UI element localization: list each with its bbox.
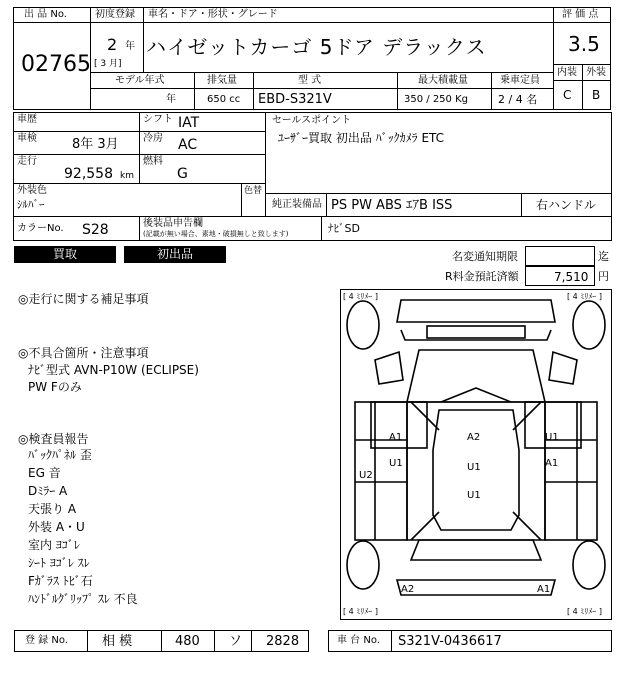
tire-rear-right — [573, 541, 605, 589]
exterior-color-label: 外装色 — [17, 185, 47, 196]
lot-label: 出 品 No. — [24, 9, 67, 20]
model-year-box — [90, 88, 195, 110]
front-grille — [427, 326, 525, 338]
lot-label-box — [13, 7, 91, 23]
car-name-label-box — [143, 7, 554, 23]
car-name: ハイゼットカーゴ 5ドア デラックス — [146, 35, 487, 59]
score-box — [553, 22, 611, 65]
type-label: 型 式 — [298, 75, 322, 86]
c-pillar-left — [411, 512, 439, 540]
reg-kana-box — [214, 630, 252, 652]
tag-hatsu-shuppin-label: 初出品 — [156, 247, 193, 261]
reg-number: 2828 — [266, 634, 300, 649]
inspection-value: 8年 3月 — [72, 137, 119, 152]
reg-number-box — [251, 630, 309, 652]
inspector-line: ﾊﾞｯｸﾊﾟﾈﾙ 歪 — [28, 448, 92, 462]
exterior-grade: B — [592, 88, 601, 102]
displacement-value: 650 cc — [207, 94, 241, 105]
aftermarket-value: ﾅﾋﾞSD — [328, 222, 360, 235]
steering-box — [521, 193, 612, 217]
inspector-line: Fｶﾞﾗｽ ﾄﾋﾞ石 — [28, 574, 93, 588]
model-year-unit: 年 — [166, 94, 176, 105]
mark-left-a1: A1 — [389, 432, 403, 443]
type-label-box — [253, 72, 398, 89]
reg-class: 480 — [175, 634, 200, 649]
tire-front-left — [347, 301, 379, 349]
history-box — [13, 112, 140, 132]
color-no-label: カラーNo. — [17, 223, 64, 234]
inspection-box — [13, 131, 140, 155]
exterior-grade-box — [582, 80, 611, 110]
shift-label: シフト — [143, 114, 173, 125]
inspector-line: ｼｰﾄ ﾖｺﾞﾚ ｽﾚ — [28, 556, 90, 570]
reg-class-box — [161, 630, 215, 652]
score-label-box — [553, 7, 611, 23]
load-box — [397, 88, 492, 110]
capacity-label: 乗車定員 — [500, 75, 540, 86]
chassis-label: 車 台 No. — [337, 635, 380, 646]
interior-label-box — [553, 64, 583, 81]
windshield — [441, 388, 511, 402]
interior-grade-box — [553, 80, 583, 110]
capacity-value: 2 / 4 名 — [498, 93, 538, 106]
equipment-label: 純正装備品 — [272, 199, 322, 210]
equipment-value: PS PW ABS ｴｱB ISS — [331, 198, 453, 213]
color-no-box — [13, 216, 140, 241]
exterior-color-box — [13, 183, 242, 217]
model-year-label-box — [90, 72, 195, 89]
inspection-label: 車検 — [17, 133, 37, 144]
defects-title: ◎不具合箇所・注意事項 — [18, 346, 149, 360]
name-change-box — [525, 246, 595, 266]
exterior-label-box — [582, 64, 611, 81]
mark-right-a1: A1 — [545, 458, 559, 469]
reg-label-box — [14, 630, 88, 652]
recycle-unit: 円 — [598, 270, 609, 283]
inspector-line: EG 音 — [28, 466, 61, 480]
mark-side-u2: U2 — [359, 470, 373, 481]
aftermarket-box — [139, 216, 322, 241]
defect-line: ﾅﾋﾞ型式 AVN-P10W (ECLIPSE) — [28, 363, 199, 377]
inspector-line: ﾊﾝﾄﾞﾙｸﾞﾘｯﾌﾟ ｽﾚ 不良 — [28, 592, 138, 606]
load-label-box — [397, 72, 492, 89]
fuel-box — [139, 154, 266, 184]
fuel-value: G — [177, 166, 188, 182]
tire-front-right — [573, 301, 605, 349]
score-label: 評 価 点 — [562, 9, 599, 20]
reg-area-box — [87, 630, 162, 652]
tire-tread-front-left: [ 4 ﾐﾘﾒｰ ] — [343, 292, 378, 301]
sales-points-box — [265, 112, 612, 194]
aftermarket-label: 後装品申告欄 — [143, 218, 203, 229]
lot-number: 02765 — [21, 52, 91, 77]
a-pillar-right — [513, 402, 541, 430]
front-bumper — [397, 300, 555, 322]
history-label: 車歴 — [17, 114, 37, 125]
defect-list — [28, 363, 199, 395]
inspector-line: 天張り A — [28, 502, 77, 516]
aftermarket-value-box — [321, 216, 612, 241]
driving-notes-title: ◎走行に関する補足事項 — [18, 292, 149, 306]
tire-tread-rear-right: [ 4 ﾐﾘﾒｰ ] — [567, 607, 602, 616]
defect-line: PW Fのみ — [28, 380, 82, 394]
name-change-label: 名変通知期限 — [452, 250, 518, 263]
inspector-line: Dﾐﾗｰ A — [28, 484, 68, 498]
rear-panel — [411, 540, 541, 560]
first-reg-box — [90, 22, 144, 73]
mark-left-u1: U1 — [389, 458, 403, 469]
hood — [407, 350, 545, 402]
shift-box — [139, 112, 266, 132]
color-change-box — [241, 183, 266, 217]
a-pillar-left — [411, 402, 439, 430]
capacity-box — [491, 88, 554, 110]
displacement-box — [194, 88, 254, 110]
displacement-label-box — [194, 72, 254, 89]
inspector-line: 外装 A・U — [28, 520, 85, 534]
reg-kana: ソ — [229, 634, 243, 649]
tag-kaitori-label: 買取 — [52, 247, 77, 261]
first-reg-year: 2 — [107, 35, 118, 54]
color-no-value: S28 — [82, 222, 109, 238]
model-year-label: モデル年式 — [115, 75, 165, 86]
mileage-box — [13, 154, 140, 184]
first-reg-year-unit: 年 — [125, 41, 135, 52]
first-reg-label: 初度登録 — [95, 9, 135, 20]
reg-label: 登 録 No. — [25, 635, 68, 646]
left-mirror — [375, 352, 403, 384]
lot-number-box — [13, 22, 91, 110]
ac-box — [139, 131, 266, 155]
mark-rear-a2: A2 — [401, 584, 415, 595]
right-mirror — [549, 352, 577, 384]
name-change-unit: 迄 — [598, 250, 609, 263]
car-diagram — [340, 289, 612, 620]
mark-right-u1: U1 — [545, 432, 559, 443]
mileage-unit: km — [120, 171, 134, 181]
interior-grade: C — [563, 88, 572, 102]
notes-panel — [18, 292, 318, 622]
recycle-box — [525, 266, 595, 286]
equipment-label-box — [265, 193, 327, 217]
type-value: EBD-S321V — [258, 92, 332, 107]
chassis-value: S321V-0436617 — [398, 634, 502, 649]
mileage-label: 走行 — [17, 156, 37, 167]
load-label: 最大積載量 — [418, 75, 468, 86]
inspector-list — [28, 448, 138, 610]
chassis-box — [391, 630, 612, 652]
reg-area: 相 模 — [102, 634, 133, 649]
recycle-value: 7,510 — [554, 270, 589, 284]
equipment-box — [326, 193, 522, 217]
displacement-label: 排気量 — [207, 75, 237, 86]
mark-rear-a1: A1 — [537, 584, 551, 595]
tire-tread-front-right: [ 4 ﾐﾘﾒｰ ] — [567, 292, 602, 301]
first-reg-label-box — [90, 7, 144, 23]
chassis-label-box — [328, 630, 392, 652]
interior-label: 内装 — [557, 67, 577, 78]
ac-value: AC — [178, 137, 198, 153]
score-value: 3.5 — [568, 32, 600, 56]
fuel-label: 燃料 — [143, 156, 163, 167]
mark-center-u1-upper: U1 — [467, 462, 481, 473]
tire-rear-left — [347, 541, 379, 589]
shift-value: IAT — [178, 115, 200, 131]
type-box — [253, 88, 398, 110]
sales-points-label: セールスポイント — [272, 115, 352, 126]
car-name-box — [143, 22, 554, 73]
sales-points-value: ﾕｰｻﾞｰ買取 初出品 ﾊﾞｯｸｶﾒﾗ ETC — [278, 131, 445, 145]
inspector-title: ◎検査員報告 — [18, 432, 89, 446]
load-value: 350 / 250 Kg — [404, 94, 468, 105]
c-pillar-right — [513, 512, 541, 540]
rear-bumper — [397, 580, 555, 595]
exterior-label: 外装 — [586, 67, 606, 78]
first-reg-month: [ 3 月] — [94, 59, 122, 69]
mileage-value: 92,558 — [64, 166, 113, 182]
steering-value: 右ハンドル — [536, 198, 597, 212]
color-change-label: 色替 — [244, 186, 263, 196]
inspector-line: 室内 ﾖｺﾞﾚ — [28, 538, 80, 552]
tag-kaitori — [14, 246, 116, 263]
aftermarket-note: (記載が無い場合、素地・破損無しと致します) — [143, 230, 289, 238]
tire-tread-rear-left: [ 4 ﾐﾘﾒｰ ] — [343, 607, 378, 616]
exterior-color-value: ｼﾙﾊﾞｰ — [17, 198, 45, 211]
right-side-panel — [545, 402, 597, 540]
ac-label: 冷房 — [143, 133, 163, 144]
mark-center-u1-lower: U1 — [467, 490, 481, 501]
car-name-label: 車名・ドア・形状・グレード — [148, 9, 278, 20]
capacity-label-box — [491, 72, 554, 89]
car-diagram-svg — [341, 290, 611, 619]
recycle-label: R料金預託済額 — [445, 270, 519, 283]
tag-hatsu-shuppin — [124, 246, 226, 263]
mark-center-a2: A2 — [467, 432, 481, 443]
